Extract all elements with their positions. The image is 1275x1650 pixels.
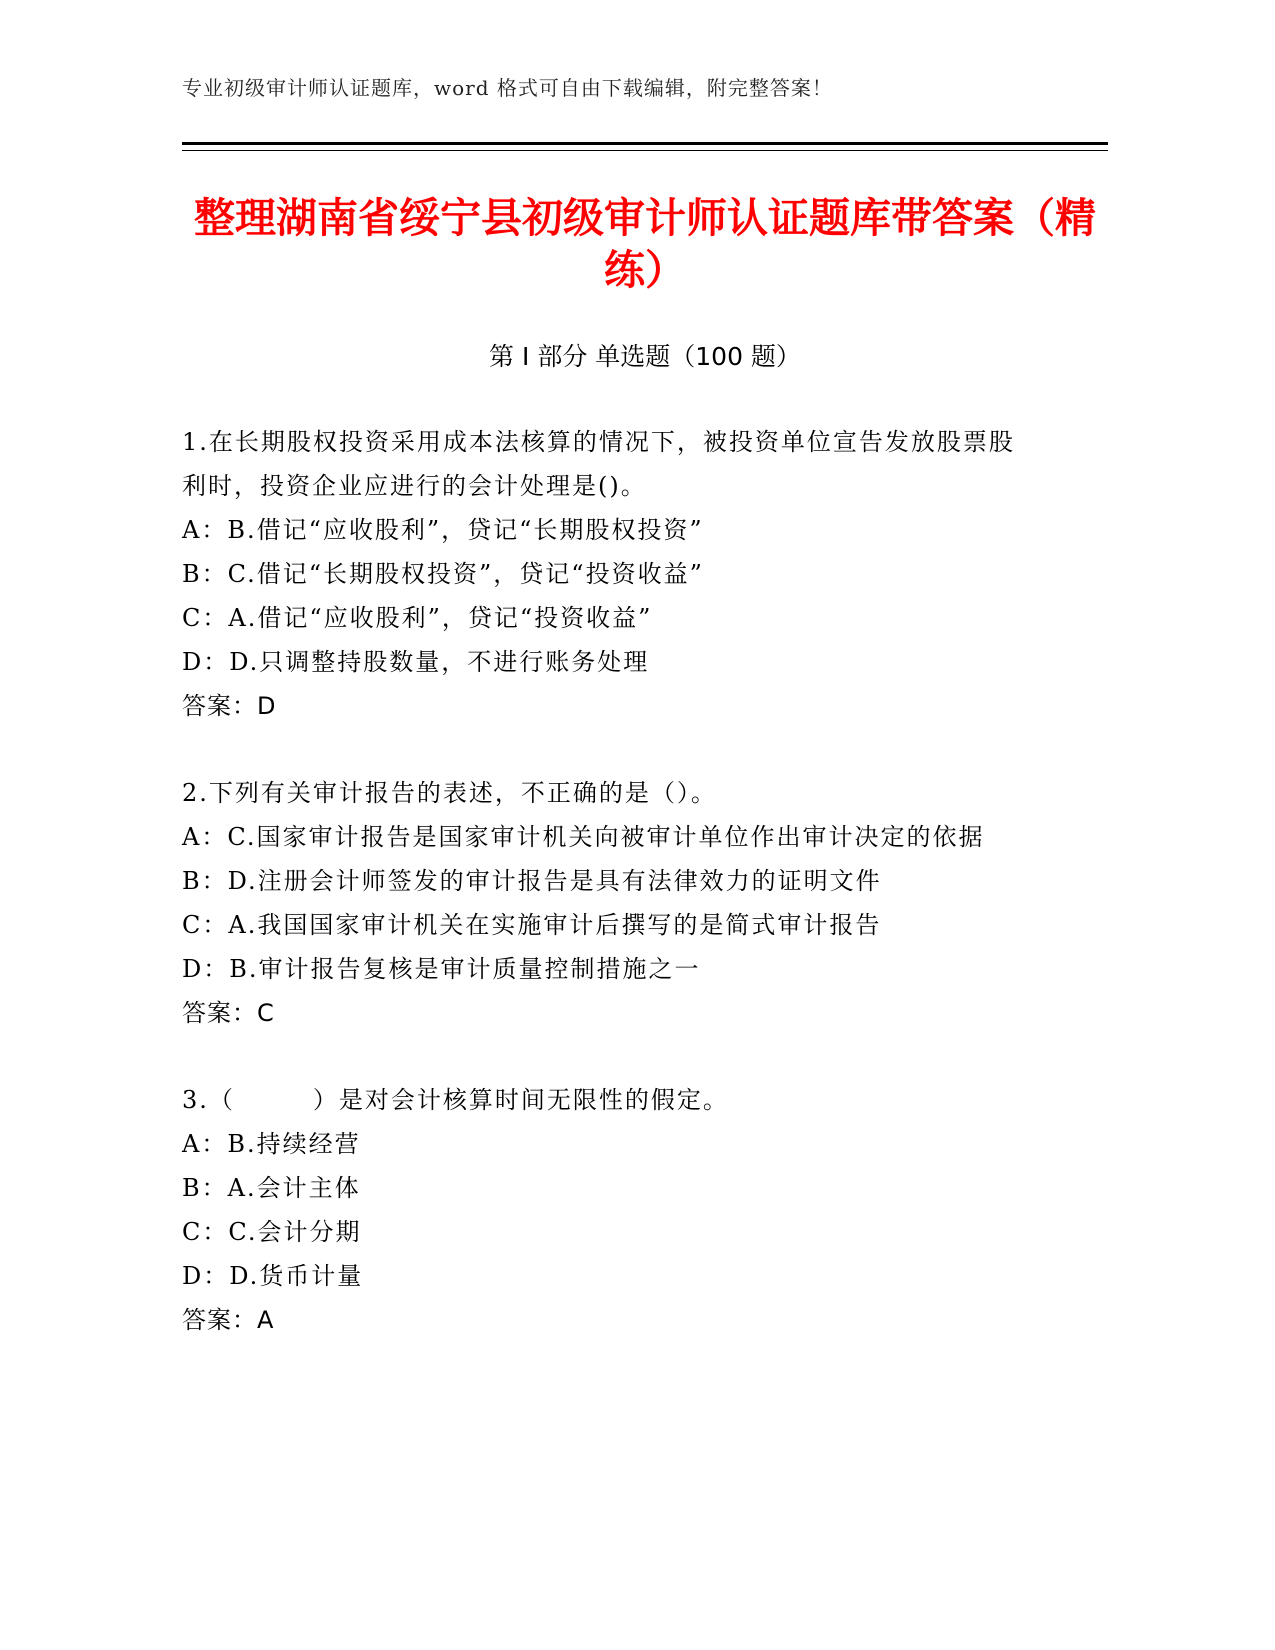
- header-divider-thin: [182, 150, 1108, 151]
- option-d: D：D.只调整持股数量，不进行账务处理: [182, 648, 650, 676]
- option-a: A：B.持续经营: [182, 1130, 361, 1158]
- question-stem: 3.（ ）是对会计核算时间无限性的假定。: [182, 1086, 729, 1114]
- option-a: A：B.借记“应收股利”，贷记“长期股权投资”: [182, 516, 704, 544]
- answer-line: [182, 991, 1108, 1035]
- header-divider-thick: [182, 142, 1108, 145]
- answer-line: [182, 684, 1108, 728]
- answer-value: C: [257, 999, 275, 1027]
- option-b: B：C.借记“长期股权投资”，贷记“投资收益”: [182, 560, 704, 588]
- question-2: [182, 771, 1108, 1035]
- answer-label: 答案：: [182, 1306, 257, 1334]
- option-c: C：C.会计分期: [182, 1218, 362, 1246]
- answer-value: D: [257, 692, 277, 720]
- question-1: [182, 420, 1108, 728]
- answer-label: 答案：: [182, 692, 257, 720]
- answer-line: [182, 1298, 1108, 1342]
- answer-label: 答案：: [182, 999, 257, 1027]
- section-heading: 第 I 部分 单选题（100 题）: [489, 342, 801, 371]
- option-d: D：D.货币计量: [182, 1262, 364, 1290]
- question-stem: 1.在长期股权投资采用成本法核算的情况下，被投资单位宣告发放股票股利时，投资企业应进行的会计处理是()。: [182, 428, 1015, 500]
- option-c: C：A.我国国家审计机关在实施审计后撰写的是简式审计报告: [182, 911, 882, 939]
- option-b: B：D.注册会计师签发的审计报告是具有法律效力的证明文件: [182, 867, 882, 895]
- header-note: 专业初级审计师认证题库，word 格式可自由下载编辑，附完整答案！: [182, 76, 833, 100]
- option-b: B：A.会计主体: [182, 1174, 361, 1202]
- option-c: C：A.借记“应收股利”，贷记“投资收益”: [182, 604, 653, 632]
- question-3: [182, 1078, 1108, 1342]
- answer-value: A: [257, 1306, 275, 1334]
- option-d: D：B.审计报告复核是审计质量控制措施之一: [182, 955, 701, 983]
- question-list: [182, 420, 1108, 1385]
- document-title: 整理湖南省绥宁县初级审计师认证题库带答案（精练）: [194, 194, 1096, 294]
- option-a: A：C.国家审计报告是国家审计机关向被审计单位作出审计决定的依据: [182, 823, 985, 851]
- question-stem: 2.下列有关审计报告的表述，不正确的是（）。: [182, 779, 717, 807]
